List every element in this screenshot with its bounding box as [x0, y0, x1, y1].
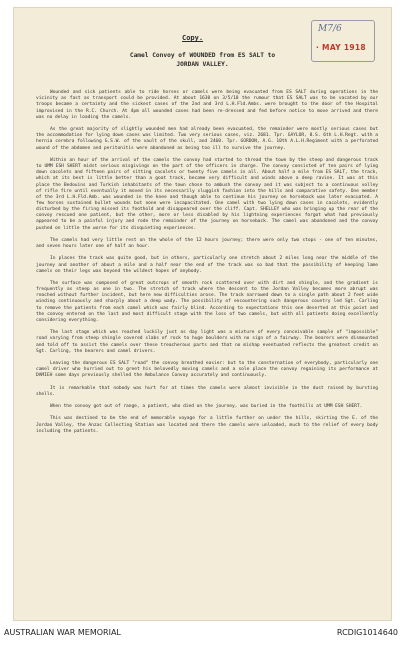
paragraph: The surface was composed of great outcrops of smooth rock scattered over with dirt and shingle, and the gradient is frequently as steep as one in two. The stretch of track where the descent to the Jordan Valley becomes more abrupt was reached without further incident, but here new difficulties arose. The track narrowed down to a single path about 2 feet wide winding continuously and sharply about a deep wady. The possibility of encountering such dangerous country led Sgt. Carling to remove the patients from each camel which was fairly blind. According to expectations this one deserted at this point and the convoy entered on the last and most difficult stage with the loss of two camels, but with all patients doing excellently considering everything. — [36, 281, 378, 323]
paragraph: Leaving the dangerous ES SALT "road" the convoy breathed easier: but to the consternation of everybody, particularly one camel driver who hurried out to greet his belovedly moving camels and a sole place the convoy regaining its performance at DAMIEH some days previously shelled the Ambulance Convoy accurately and continuously. — [36, 361, 378, 379]
record-identifier: RCDIG1014640 — [336, 628, 398, 637]
stamp-reference: M7/6 — [318, 24, 342, 34]
paragraph: This was destined to be the end of memorable voyage for a little further on under the hills, skirting the E. of the Jordan Valley, the Anzac Collecting Station was located and there the camels were unloaded, much to the relief of every body including the patients. — [36, 416, 378, 434]
paragraph: When the convoy got out of range, a patient, who died on the journey, was buried in the foothills at UMM ESH SHERT. — [50, 404, 363, 410]
paragraph: It is remarkable that nobody was hurt for at times the camels were almost invisible in the dust raised by bursting shells. — [36, 385, 378, 397]
document-page — [14, 8, 391, 620]
paragraph: The camels had very little rest on the whole of the 12 hours journey; there were only two stops - one of ten minutes, and seven hours later one of half an hour. — [36, 237, 378, 250]
document-title-line-1: Camel Convoy of WOUNDED from ES SALT to — [129, 52, 276, 59]
paragraph: Wounded and sick patients able to ride horses or camels were being evacuated from ES SALT during operations in the vicinity as fast as transport could be provided. At about 1630 on 3/5/18 the rumour that ES SALT was to be vacated by our troops became a certainty and the sickest cases of the 2nd and 3rd L.H.Fld.Ambs. were brought to the door of the Hospital improvised in the R.C. Church. At 4pm all wounded cases had been re-dressed and fed before notice to move arrived and there was no delay in loading the camels. — [36, 90, 378, 120]
archive-credit: AUSTRALIAN WAR MEMORIAL — [4, 628, 121, 637]
document-body — [36, 84, 378, 441]
paragraph: As the great majority of slightly wounded men had already been evacuated, the remainder were mostly serious cases but the accommodation for lying down cases was limited. Two very serious cases, viz. 2681. Tpr. GAYLOR, 8.S. 6th L.H.Regt. with a hernia cerebra following G.S.W. of the vault of the skull, and 2460. Tpr. GORDON, A.G. 10th A.L.H.Regiment with a perforated wound of the abdomen and peritonitis were abandoned as being too ill to survive the journey. — [36, 127, 378, 151]
paragraph: Within an hour of the arrival of the camels the convoy had started to thread the town by the steep and dangerous track to UMM ESH SHERT midst serious misgivings on the part of the officers in charge. The convoy consisted of ten pairs of lying down cacolets and fifteen pairs of sitting cacolets or twenty five camels in all. About half a mile from ES SALT, the track, which at its best is little better than a goat track, became very difficult and winds above a deep ravine. It was at this place the Bedouins and Turkish inhabitants of the town chose to ambush the convoy and it was subject to a continuous volley of rifle fire until eventually it moved in its necessarily sluggish fashion into the hills and comparative safety. One member of the 3rd L.H.Fld.Amb. was wounded in the knee and though able to continue his journey on horseback was later evacuated. A few horses sustained bullet wounds but none were incapacitated. One camel with two lying down cases in cacolets, evidently disturbed by the firing missed its foothold and disappeared over the cliff. Capt. SHELLEY who was bringing up the rear of the convoy rescued one patient, but the other, more or less disabled by his lightning experiences forgot what had previously appeared to be a painful injury and rode the remainder of the journey on horseback. The camel was abandoned and the convoy pushed on little the worse for its disquieting experiences. — [36, 157, 378, 231]
stamp-date: · MAY 1918 — [316, 43, 366, 52]
document-title-line-2: JORDAN VALLEY. — [176, 61, 229, 68]
copy-label: Copy. — [182, 34, 204, 42]
paragraph: In places the track was quite good, but in others, particularly one stretch about 2 miles long near the middle of the journey and another of about a mile and a half near the end of the track was so bad that the possibility of keeping lame camels on their legs was beyond the wildest hopes of anybody. — [36, 256, 378, 274]
paragraph: The last stage which was reached luckily just as day light was a mixture of every conceivable sample of "impossible" road varying from steep shingle covered slabs of rock to huge boulders with no sign of a fairway. The bearers were dismounted and told off to assist the camels over these treacherous parts and that no mishap eventuated reflects the greatest credit on Sgt. Carling, the bearers and camel drivers. — [36, 330, 378, 354]
